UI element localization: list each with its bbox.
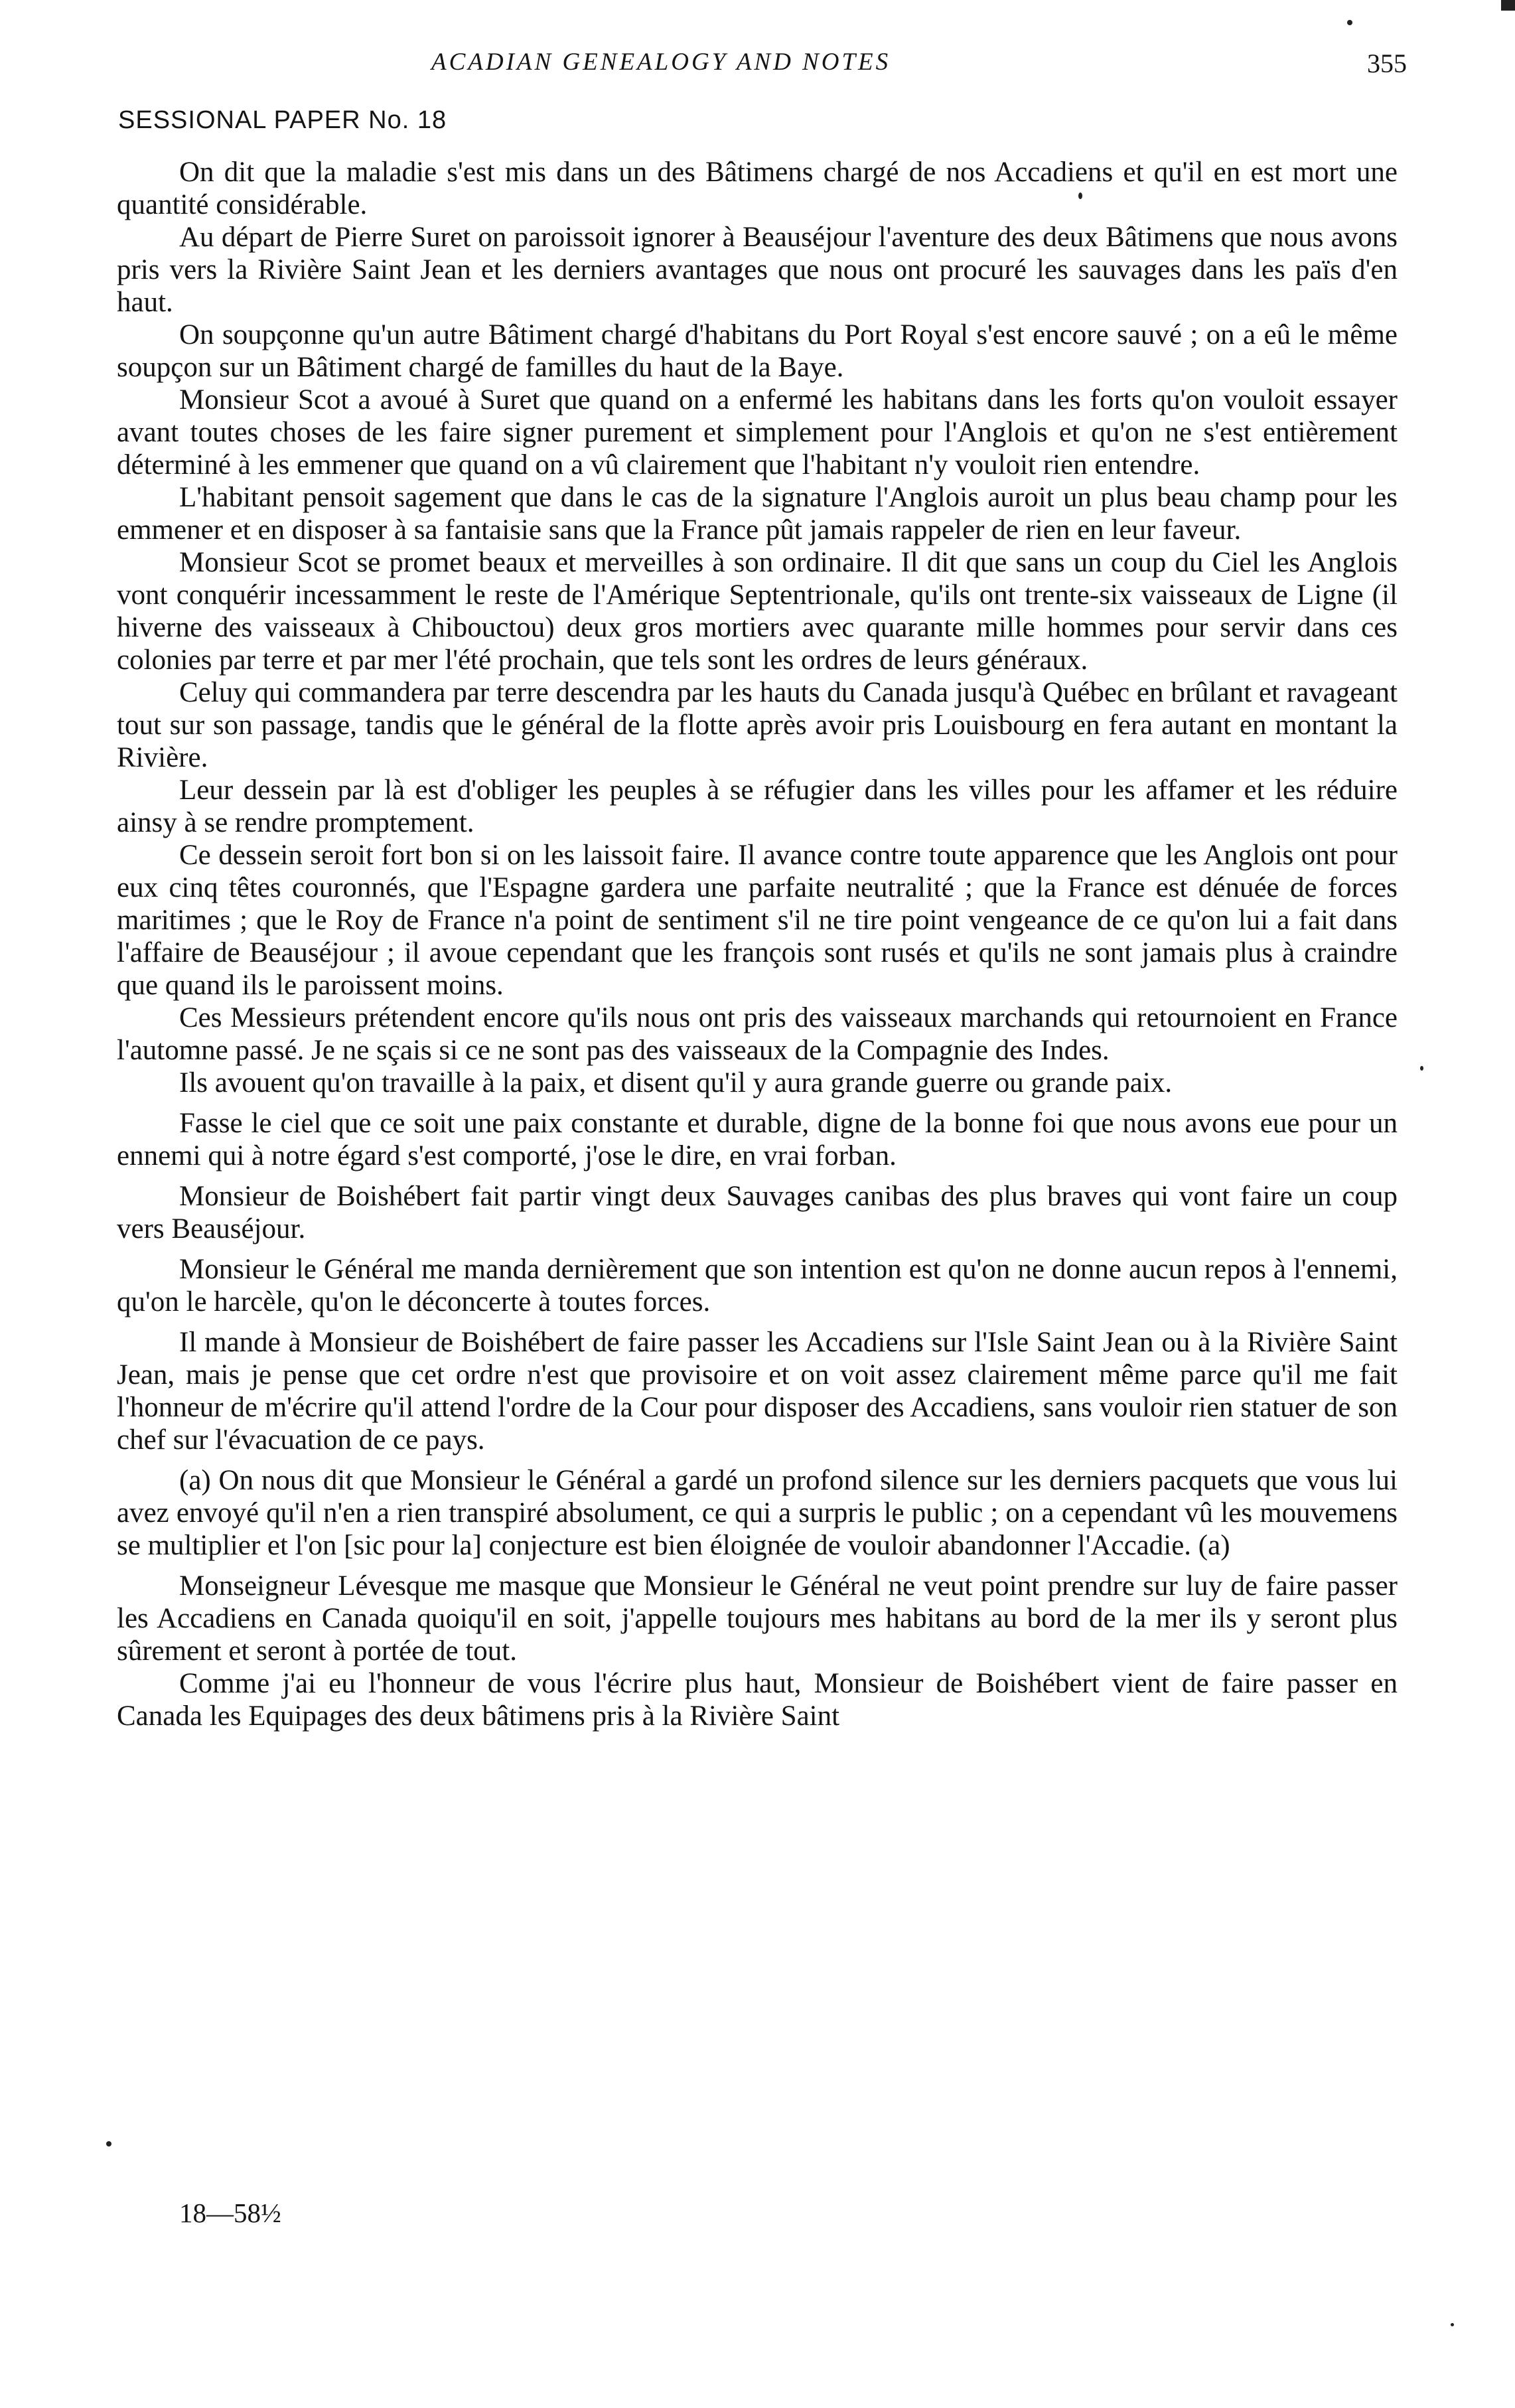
paragraph: Monseigneur Lévesque me masque que Monsieur le Général ne veut point prendre sur luy de faire passer les Accadiens en Canada quoiqu'il en soit, j'appelle toujours mes habitans au bord de la mer ils y seront plus sûrement et seront à portée de tout.	[117, 1570, 1398, 1667]
paragraph: L'habitant pensoit sagement que dans le cas de la signature l'Anglois auroit un plus beau champ pour les emmener et en disposer à sa fantaisie sans que la France pût jamais rappeler de rien en leur faveur.	[117, 482, 1398, 546]
page-number: 355	[1367, 48, 1407, 78]
paragraph: Leur dessein par là est d'obliger les peuples à se réfugier dans les villes pour les affamer et les réduire ainsy à se rendre promptement.	[117, 775, 1398, 838]
scan-mark	[1451, 2323, 1454, 2326]
paragraph: On soupçonne qu'un autre Bâtiment chargé d'habitans du Port Royal s'est encore sauvé ; on a eû le même soupçon sur un Bâtiment chargé de familles du haut de la Baye.	[117, 319, 1398, 383]
scan-mark	[1420, 1066, 1423, 1071]
sessional-paper-label: SESSIONAL PAPER No. 18	[118, 106, 447, 134]
paragraph: Monsieur Scot se promet beaux et merveilles à son ordinaire. Il dit que sans un coup du Ciel les Anglois vont conquérir incessamment le reste de l'Amérique Septentrionale, qu'ils ont trente-six vaisseaux de Ligne (il hiverne des vaisseaux à Chibouctou) deux gros mortiers avec quarante mille hommes pour servir dans ces colonies par terre et par mer l'été prochain, que tels sont les ordres de leurs généraux.	[117, 547, 1398, 676]
paragraph: Monsieur Scot a avoué à Suret que quand on a enfermé les habitans dans les forts qu'on vouloit essayer avant toutes choses de les faire signer purement et simplement pour l'Anglois et qu'on ne s'est entièrement déterminé à les emmener que quand on a vû clairement que l'habitant n'y vouloit rien entendre.	[117, 384, 1398, 481]
paragraph: (a) On nous dit que Monsieur le Général a gardé un profond silence sur les derniers pacquets que vous lui avez envoyé qu'il n'en a rien transpiré absolument, ce qui a surpris le public ; on a cependant vû les mouvemens se multiplier et l'on [sic pour la] conjecture est bien éloignée de vouloir abandonner l'Accadie. (a)	[117, 1465, 1398, 1561]
signature-mark: 18—58½	[179, 2198, 281, 2228]
paragraph: Celuy qui commandera par terre descendra par les hauts du Canada jusqu'à Québec en brûlant et ravageant tout sur son passage, tandis que le général de la flotte après avoir pris Louisbourg en fera autant en montant la Rivière.	[117, 677, 1398, 773]
paragraph: Fasse le ciel que ce soit une paix constante et durable, digne de la bonne foi que nous avons eue pour un ennemi qui à notre égard s'est comporté, j'ose le dire, en vrai forban.	[117, 1108, 1398, 1171]
running-head	[0, 48, 1515, 88]
paragraph: Au départ de Pierre Suret on paroissoit ignorer à Beauséjour l'aventure des deux Bâtimens que nous avons pris vers la Rivière Saint Jean et les derniers avantages que nous ont procuré les sauvages dans les païs d'en haut.	[117, 222, 1398, 318]
paragraph: Monsieur de Boishébert fait partir vingt deux Sauvages canibas des plus braves qui vont faire un coup vers Beauséjour.	[117, 1181, 1398, 1244]
paragraph: Il mande à Monsieur de Boishébert de faire passer les Accadiens sur l'Isle Saint Jean ou à la Rivière Saint Jean, mais je pense que cet ordre n'est que provisoire et on voit assez clairement même parce qu'il me fait l'honneur de m'écrire qu'il attend l'ordre de la Cour pour disposer des Accadiens, sans vouloir rien statuer de son chef sur l'évacuation de ce pays.	[117, 1327, 1398, 1456]
paragraph: Monsieur le Général me manda dernièrement que son intention est qu'on ne donne aucun repos à l'ennemi, qu'on le harcèle, qu'on le déconcerte à toutes forces.	[117, 1254, 1398, 1317]
scan-mark	[1501, 0, 1515, 11]
body-text	[117, 156, 1398, 1732]
paragraph: Ce dessein seroit fort bon si on les laissoit faire. Il avance contre toute apparence que les Anglois ont pour eux cinq têtes couronnés, que l'Espagne gardera une parfaite neutralité ; que la France est dénuée de forces maritimes ; que le Roy de France n'a point de sentiment s'il ne tire point vengeance de ce qu'on lui a fait dans l'affaire de Beauséjour ; il avoue cependant que les françois sont rusés et qu'ils ne sont jamais plus à craindre que quand ils le paroissent moins.	[117, 840, 1398, 1001]
running-title: ACADIAN GENEALOGY AND NOTES	[431, 48, 891, 76]
paragraph: Ces Messieurs prétendent encore qu'ils nous ont pris des vaisseaux marchands qui retournoient en France l'automne passé. Je ne sçais si ce ne sont pas des vaisseaux de la Compagnie des Indes.	[117, 1002, 1398, 1066]
paragraph: Comme j'ai eu l'honneur de vous l'écrire plus haut, Monsieur de Boishébert vient de faire passer en Canada les Equipages des deux bâtimens pris à la Rivière Saint	[117, 1668, 1398, 1732]
scan-mark	[1347, 20, 1352, 25]
paragraph: Ils avouent qu'on travaille à la paix, et disent qu'il y aura grande guerre ou grande paix.	[179, 1067, 1173, 1098]
paragraph: On dit que la maladie s'est mis dans un des Bâtimens chargé de nos Accadiens et qu'il en est mort une quantité considérable.	[117, 157, 1398, 220]
scan-mark	[1078, 192, 1082, 199]
scan-mark	[106, 2141, 111, 2146]
